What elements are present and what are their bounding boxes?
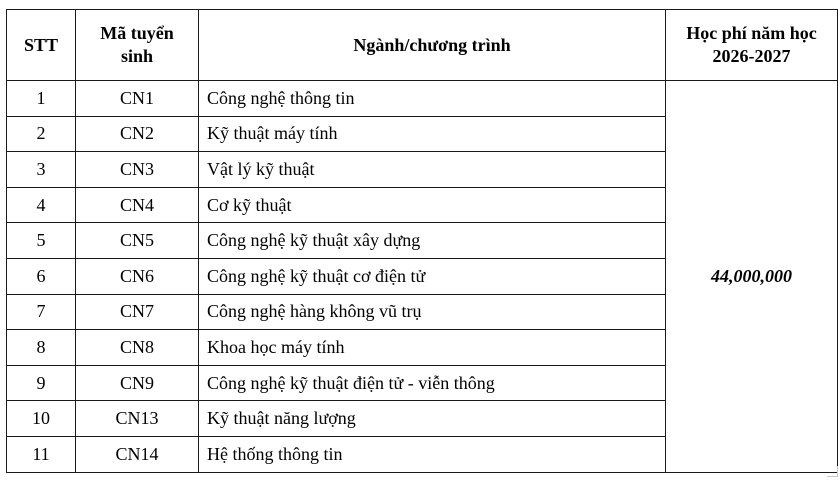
stt-cell: 7 <box>7 294 76 330</box>
program-cell: Khoa học máy tính <box>199 330 666 366</box>
header-tuition <box>666 10 838 81</box>
program-cell: Công nghệ kỹ thuật cơ điện tử <box>199 258 666 294</box>
header-stt: STT <box>7 10 76 81</box>
code-cell: CN1 <box>76 81 199 117</box>
table-row <box>7 81 838 117</box>
header-admission-code <box>76 10 199 81</box>
program-cell: Hệ thống thông tin <box>199 436 666 472</box>
program-cell: Công nghệ kỹ thuật điện tử - viễn thông <box>199 365 666 401</box>
program-cell: Kỹ thuật máy tính <box>199 116 666 152</box>
stt-cell: 4 <box>7 187 76 223</box>
stt-cell: 8 <box>7 330 76 366</box>
header-fee-line1: Học phí năm học <box>686 23 817 43</box>
code-cell: CN3 <box>76 152 199 188</box>
stt-cell: 2 <box>7 116 76 152</box>
program-cell: Công nghệ thông tin <box>199 81 666 117</box>
program-cell: Kỹ thuật năng lượng <box>199 401 666 437</box>
code-cell: CN4 <box>76 187 199 223</box>
code-cell: CN8 <box>76 330 199 366</box>
tuition-fee-cell: 44,000,000 <box>666 81 838 473</box>
code-cell: CN14 <box>76 436 199 472</box>
program-cell: Cơ kỹ thuật <box>199 187 666 223</box>
code-cell: CN6 <box>76 258 199 294</box>
header-fee-line2: 2026-2027 <box>712 46 791 66</box>
stt-cell: 3 <box>7 152 76 188</box>
code-cell: CN13 <box>76 401 199 437</box>
stt-cell: 6 <box>7 258 76 294</box>
code-cell: CN5 <box>76 223 199 259</box>
tuition-table <box>6 9 838 473</box>
page-corner-mark <box>827 466 838 477</box>
program-cell: Công nghệ kỹ thuật xây dựng <box>199 223 666 259</box>
stt-cell: 5 <box>7 223 76 259</box>
code-cell: CN7 <box>76 294 199 330</box>
stt-cell: 11 <box>7 436 76 472</box>
stt-cell: 1 <box>7 81 76 117</box>
stt-cell: 10 <box>7 401 76 437</box>
header-code-line1: Mã tuyển <box>100 23 174 43</box>
header-row <box>7 10 838 81</box>
program-cell: Vật lý kỹ thuật <box>199 152 666 188</box>
code-cell: CN9 <box>76 365 199 401</box>
code-cell: CN2 <box>76 116 199 152</box>
stt-cell: 9 <box>7 365 76 401</box>
header-code-line2: sinh <box>120 46 154 66</box>
header-program: Ngành/chương trình <box>199 10 666 81</box>
program-cell: Công nghệ hàng không vũ trụ <box>199 294 666 330</box>
